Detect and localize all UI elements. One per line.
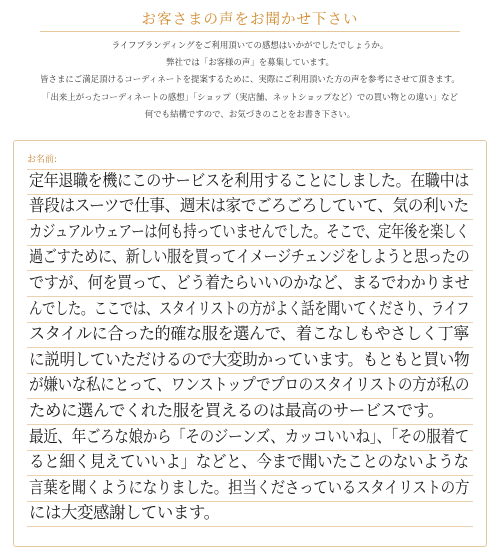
ruled-line	[27, 195, 473, 221]
handwritten-line: ですが、何を買って、どう着たらいいのかなど、まるでわかりませ	[29, 272, 470, 292]
ruled-line	[27, 425, 473, 451]
ruled-line	[27, 348, 473, 374]
handwritten-line: に説明していただけるので大変助かっています。もともと買い物	[29, 349, 470, 369]
ruled-line	[27, 169, 473, 195]
ruled-line	[27, 297, 473, 323]
handwritten-line: 最近、年ごろな娘から「そのジーンズ、カッコいいね」、「その服着て	[29, 426, 469, 446]
handwritten-line: スタイルに合った的確な服を選んで、着こなしもやさしく丁寧	[29, 324, 469, 344]
ruled-line	[27, 476, 473, 502]
ruled-line	[27, 451, 473, 477]
ruled-line	[27, 502, 473, 528]
handwritten-line: が嫌いな私にとって、ワンストップでプロのスタイリストの方が私の	[29, 375, 470, 395]
handwritten-line: ると細く見えていいよ」などと、今まで聞いたことのないような	[29, 452, 469, 472]
handwritten-line: ために選んでくれた服を買えるのは最高のサービスです。	[29, 400, 444, 420]
intro-line: 「出来上がったコーディネートの感想」「ショップ（実店舗、ネットショップなど）での買い物との違い」など	[42, 92, 458, 103]
handwritten-line: 定年退職を機にこのサービスを利用することにしました。在職中は	[29, 170, 469, 190]
title-divider	[40, 31, 460, 32]
handwritten-comment	[27, 169, 473, 527]
ruled-line	[27, 246, 473, 272]
intro-line: ライフブランディングをご利用頂いての感想はいかがでしたでしょうか。	[111, 41, 389, 51]
handwritten-line: んでした。ここでは、スタイリストの方がよく話を聞いてくださり、ライフ	[29, 298, 470, 318]
ruled-line	[27, 220, 473, 246]
ruled-line	[27, 374, 473, 400]
name-label: お名前:	[27, 155, 58, 165]
ruled-line	[27, 323, 473, 349]
handwritten-line: 普段はスーツで仕事、週末は家でごろごろしていて、気の利いた	[29, 196, 469, 216]
handwritten-line: カジュアルウェアーは何も持っていませんでした。そこで、定年後を楽しく	[29, 221, 470, 241]
ruled-line	[27, 399, 473, 425]
page-title: お客さまの声をお聞かせ下さい	[141, 12, 359, 28]
handwritten-line: 過ごすために、新しい服を買ってイメージチェンジをしようと思ったの	[29, 247, 470, 267]
intro-text	[0, 38, 500, 124]
intro-line: 皆さまにご満足頂けるコーディネートを提案するために、実際にご利用頂いた方の声を参考にさせて頂きます。	[40, 75, 460, 86]
intro-line: 弊社では「お客様の声」を募集しています。	[166, 58, 334, 69]
handwritten-line: には大変感謝しています。	[29, 503, 220, 523]
ruled-line	[27, 271, 473, 297]
handwritten-line: 言葉を聞くようになりました。担当くださっているスタイリストの方	[29, 477, 470, 497]
intro-line: 何でも結構ですので、お気づきのことをお書き下さい。	[144, 109, 356, 120]
